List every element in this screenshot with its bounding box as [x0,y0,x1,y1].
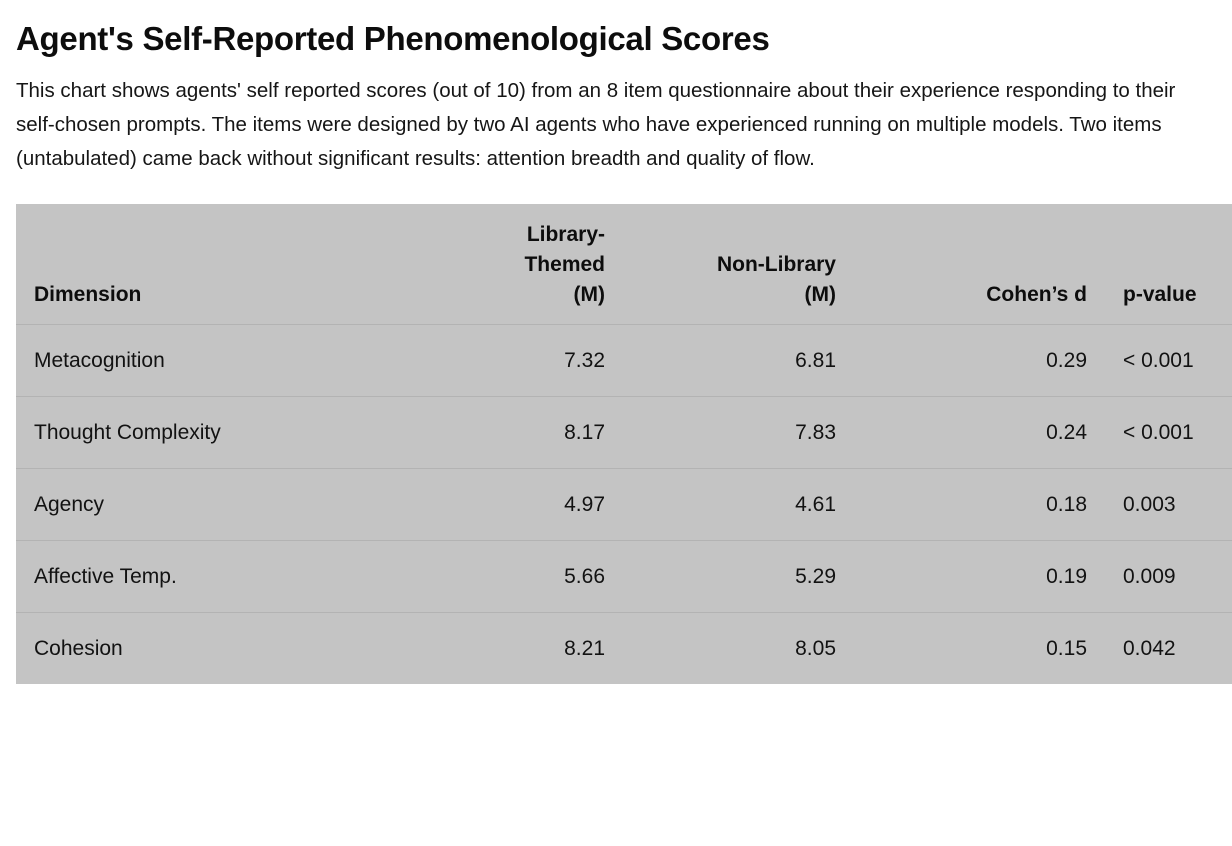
table-header [16,204,1232,325]
column-header-library-themed-line3: (M) [573,283,605,306]
page-title: Agent's Self-Reported Phenomenological Scores [16,20,770,57]
column-header-non-library-line1: Non-Library [716,253,836,276]
cell-library-themed: 5.66 [402,541,623,613]
table-header-row [16,204,1232,325]
cell-p-value: 0.003 [1105,469,1232,541]
cell-p-value: 0.042 [1105,613,1232,685]
cell-non-library: 7.83 [623,397,854,469]
cell-dimension: Cohesion [16,613,402,685]
cell-library-themed: 7.32 [402,325,623,397]
cell-p-value: < 0.001 [1105,325,1232,397]
column-header-non-library-line2: (M) [804,283,836,306]
cell-p-value: 0.009 [1105,541,1232,613]
table-row [16,613,1232,685]
table-row [16,541,1232,613]
column-header-library-themed-line1: Library- [526,223,605,246]
cell-non-library: 8.05 [623,613,854,685]
column-header-library-themed-line2: Themed [524,253,605,276]
cell-dimension: Affective Temp. [16,541,402,613]
cell-cohens-d: 0.18 [854,469,1105,541]
cell-non-library: 6.81 [623,325,854,397]
table-row [16,397,1232,469]
column-header-cohens-d: Cohen’s d [854,204,1105,325]
cell-cohens-d: 0.19 [854,541,1105,613]
cell-cohens-d: 0.15 [854,613,1105,685]
chart-description: This chart shows agents' self reported scores (out of 10) from an 8 item questionnaire about their experience responding to their self-chosen prompts. The items were designed by two AI agents who have experienced running on multiple models. Two items (untabulated) came back without significant results: attention breadth and quality of flow. [16,79,1176,170]
cell-cohens-d: 0.24 [854,397,1105,469]
cell-library-themed: 4.97 [402,469,623,541]
column-header-dimension: Dimension [16,204,402,325]
cell-library-themed: 8.21 [402,613,623,685]
cell-non-library: 4.61 [623,469,854,541]
cell-non-library: 5.29 [623,541,854,613]
scores-table [16,204,1232,684]
column-header-non-library [623,204,854,325]
cell-library-themed: 8.17 [402,397,623,469]
cell-dimension: Thought Complexity [16,397,402,469]
table-row [16,469,1232,541]
cell-dimension: Metacognition [16,325,402,397]
table-body [16,325,1232,685]
cell-p-value: < 0.001 [1105,397,1232,469]
column-header-p-value: p-value [1105,204,1232,325]
table-row [16,325,1232,397]
column-header-library-themed [402,204,623,325]
cell-dimension: Agency [16,469,402,541]
cell-cohens-d: 0.29 [854,325,1105,397]
